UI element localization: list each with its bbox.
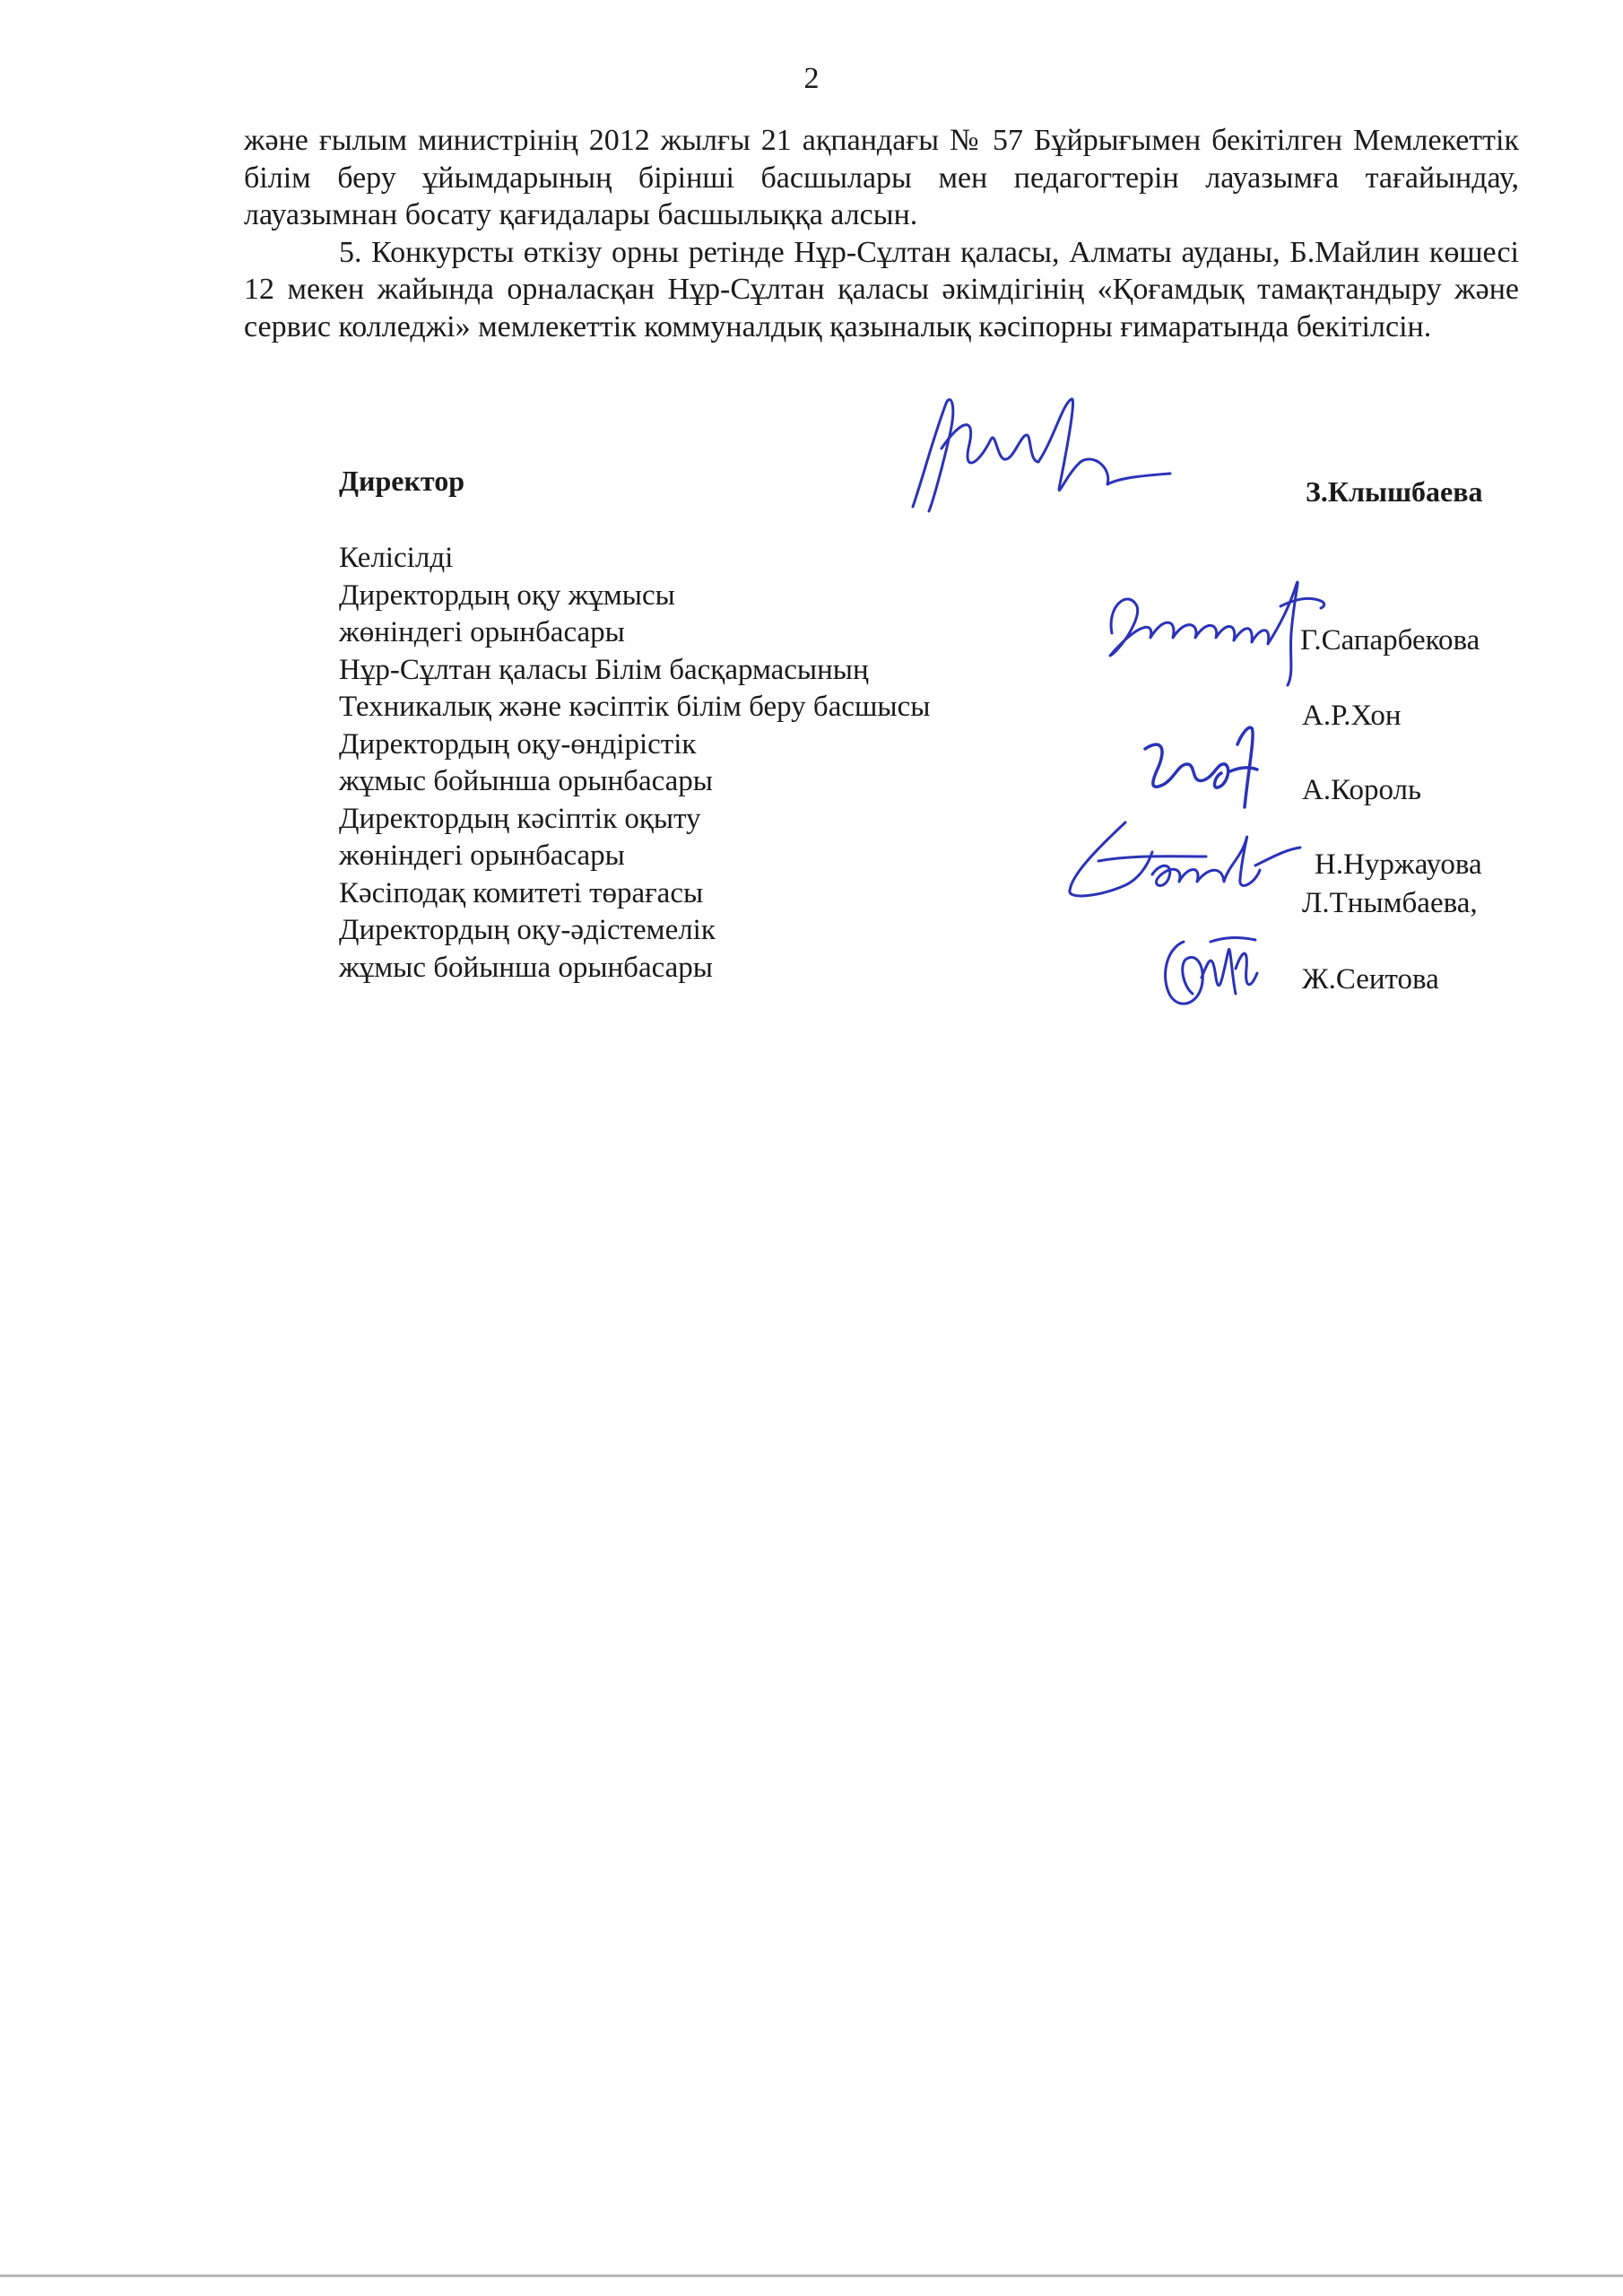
approver-name: Л.Тнымбаева, bbox=[1302, 887, 1478, 919]
approver-name: А.Король bbox=[1302, 774, 1422, 806]
page-number: 2 bbox=[803, 62, 820, 95]
approval-line: Директордың оқу-әдістемелік bbox=[339, 914, 716, 946]
paragraph-continuation: және ғылым министрінің 2012 жылғы 21 ақпандағы № 57 Бұйрығымен бекітілген Мемлекеттік білім беру ұйымдарының бірінші басшылары мен педагогтерін лауазымға тағайындау, лауазымнан босату қағидалары басшылыққа алсын. bbox=[244, 124, 1519, 231]
approval-line: Техникалық және кәсіптік білім беру басшысы bbox=[339, 691, 931, 723]
page-bottom-edge bbox=[0, 2274, 1623, 2277]
approver-name: Г.Сапарбекова bbox=[1300, 624, 1480, 657]
signature-4-icon bbox=[1157, 924, 1269, 1013]
approval-line: Директордың оқу-өндірістік bbox=[339, 727, 697, 761]
signature-2-icon bbox=[1132, 718, 1266, 816]
approval-line: Нұр-Сұлтан қаласы Білім басқармасының bbox=[339, 653, 869, 686]
approval-line: жөніндегі орынбасары bbox=[339, 839, 625, 872]
approval-line: Директордың кәсіптік оқыту bbox=[339, 802, 701, 835]
approval-line: жұмыс бойынша орынбасары bbox=[339, 765, 713, 797]
paragraph-5: 5. Конкурсты өткізу орны ретінде Нұр-Сұлтан қаласы, Алматы ауданы, Б.Майлин көшесі 12 мекен жайында орналасқан Нұр-Сұлтан қаласы әкімдігінің «Қоғамдық тамақтандыру және сервис колледжі» мемлекеттік коммуналдық қазыналық кәсіпорны ғимаратында бекітілсін. bbox=[244, 235, 1519, 344]
approver-name: А.Р.Хон bbox=[1302, 700, 1402, 732]
signature-1-icon bbox=[1101, 570, 1334, 687]
document-body bbox=[244, 122, 1519, 345]
approval-line: Директордың оқу жұмысы bbox=[339, 578, 675, 612]
signature-3-icon bbox=[1063, 812, 1305, 901]
approval-line: жөніндегі орынбасары bbox=[339, 616, 625, 648]
director-title: Директор bbox=[339, 465, 464, 497]
director-name: З.Клышбаева bbox=[1306, 475, 1483, 508]
director-signature-icon bbox=[906, 386, 1175, 520]
approver-name: Н.Нуржауова bbox=[1315, 848, 1482, 881]
approval-line: Кәсіподақ комитеті төрағасы bbox=[339, 876, 704, 909]
approval-line: жұмыс бойынша орынбасары bbox=[339, 951, 713, 984]
approval-heading: Келісілді bbox=[339, 542, 454, 574]
approval-list bbox=[339, 540, 930, 987]
approver-name: Ж.Сеитова bbox=[1302, 963, 1439, 996]
